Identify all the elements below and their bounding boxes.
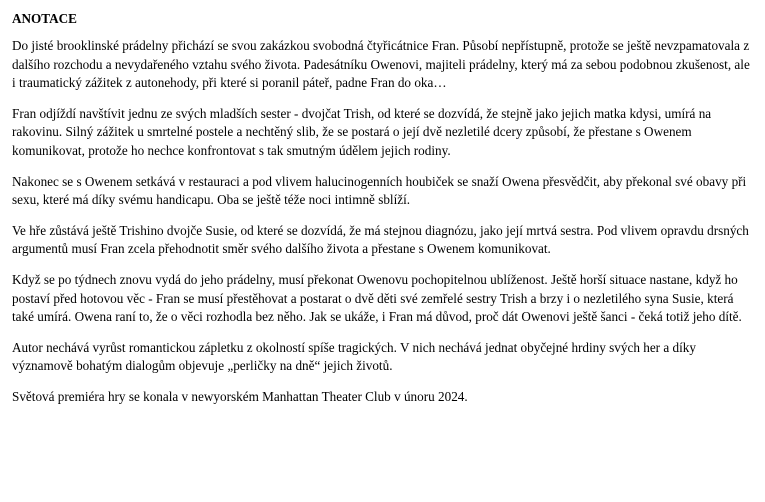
- annotation-heading: ANOTACE: [12, 11, 77, 26]
- paragraph-susie: Ve hře zůstává ještě Trishino dvojče Susie, od které se dozvídá, že má stejnou diagnózu, jako její mrtvá sestra. Pod vlivem opravdu drsných argumentů musí Fran zcela přehodnotit směr svého dalšího života a přestane s Owenem komunikovat.: [12, 222, 749, 257]
- paragraph-laundry-return: Když se po týdnech znovu vydá do jeho prádelny, musí překonat Owenovu pochopitelnou ublíženost. Ještě horší situace nastane, když ho postaví před hotovou věc - Fran se musí přestěhovat a postarat o dvě děti své zemřelé sestry Trish a brzy i o nezletilého syna Susie, která také umírá. Owena raní to, že o věci rozhodla bez něho. Jak se ukáže, i Fran má důvod, proč dát Owenovi ještě šanci - čeká totiž jeho dítě.: [12, 271, 742, 325]
- paragraph-trish: Fran odjíždí navštívit jednu ze svých mladších sester - dvojčat Trish, od které se dozvídá, že stejně jako jejich matka kdysi, umírá na rakovinu. Silný zážitek u smrtelné postele a nechtěný slib, že se postará o její dvě nezletilé dcery způsobí, že přestane s Owenem komunikovat, protože ho nechce konfrontovat s tak smutným údělem jejich rodiny.: [12, 105, 712, 158]
- paragraph-author: Autor nechává vyrůst romantickou zápletku z okolností spíše tragických. V nich nechává jednat obyčejné hrdiny svých her a díky významově bohatým dialogům objevuje „perličky na dně“ jejich životů.: [12, 339, 696, 374]
- paragraph-restaurant: Nakonec se s Owenem setkává v restauraci a pod vlivem halucinogenních houbiček se snaží Owena přesvědčit, aby překonal své obavy při sexu, které má díky svému handicapu. Oba se ještě téže noci intimně sblíží.: [12, 173, 747, 208]
- paragraph-intro: Do jisté brooklinské prádelny přichází se svou zakázkou svobodná čtyřicátnice Fran. Působí nepřístupně, protože se ještě nevzpamatovala z dalšího rozchodu a nevydařeného vztahu svého života. Padesátníku Owenovi, majiteli prádelny, který má za sebou podobnou zkušenost, ale i traumatický zážitek z autonehody, při které si poranil páteř, padne Fran do oka…: [12, 38, 750, 91]
- paragraph-premiere: Světová premiéra hry se konala v newyorském Manhattan Theater Club v únoru 2024.: [12, 388, 468, 404]
